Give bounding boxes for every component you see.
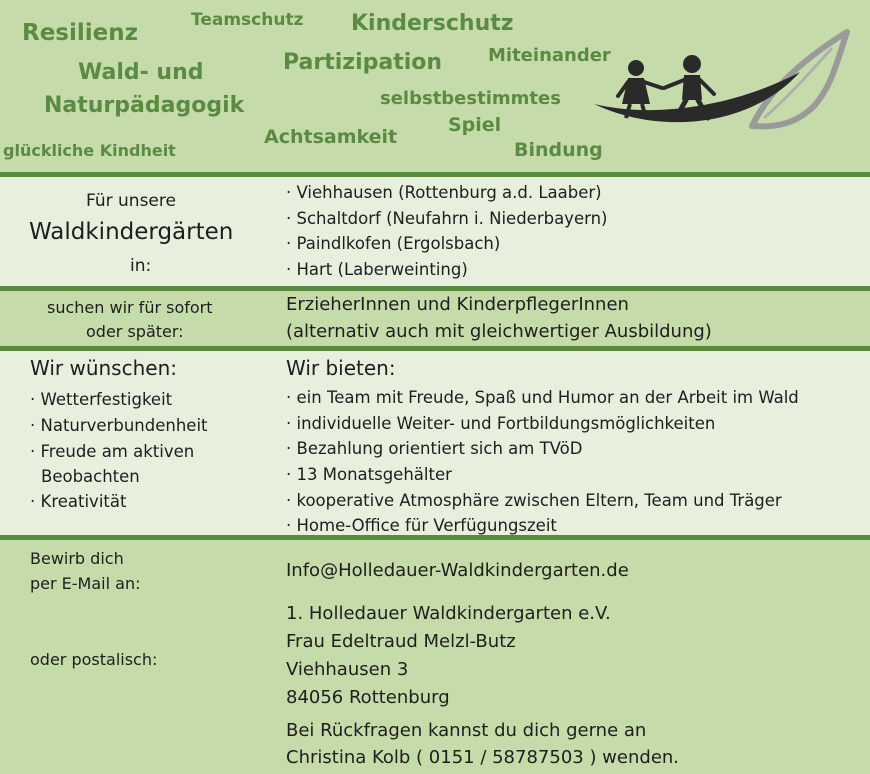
wishes-heading: Wir wünschen: bbox=[30, 356, 177, 380]
wishes-offers-section bbox=[0, 351, 870, 535]
locations-intro-line3: in: bbox=[130, 256, 152, 276]
apply-label-line2: per E-Mail an: bbox=[30, 574, 141, 593]
questions-line2: Christina Kolb ( 0151 / 58787503 ) wenden. bbox=[286, 747, 680, 768]
children-leaf-logo bbox=[592, 26, 862, 146]
wish-item: · Naturverbundenheit bbox=[30, 416, 208, 435]
keyword-glueckliche-kindheit: glückliche Kindheit bbox=[3, 141, 176, 160]
wish-item: · Kreativität bbox=[30, 492, 127, 511]
header-banner bbox=[0, 0, 870, 172]
keyword-miteinander: Miteinander bbox=[488, 45, 611, 66]
location-item: · Paindlkofen (Ergolsbach) bbox=[286, 234, 501, 253]
contact-email-link[interactable]: Info@Holledauer-Waldkindergarten.de bbox=[286, 560, 629, 581]
keyword-bindung: Bindung bbox=[514, 139, 603, 161]
keyword-wald-line1: Wald- und bbox=[78, 60, 204, 85]
address-line: Frau Edeltraud Melzl-Butz bbox=[286, 631, 516, 652]
location-item: · Viehhausen (Rottenburg a.d. Laaber) bbox=[286, 183, 602, 202]
offer-item: · Home-Office für Verfügungszeit bbox=[286, 516, 557, 535]
search-label-line2: oder später: bbox=[86, 322, 184, 341]
offer-item: · 13 Monatsgehälter bbox=[286, 465, 452, 484]
search-label-line1: suchen wir für sofort bbox=[47, 298, 213, 317]
postal-label: oder postalisch: bbox=[30, 650, 158, 669]
offers-heading: Wir bieten: bbox=[286, 356, 396, 380]
locations-section bbox=[0, 177, 870, 286]
wish-item-continuation: Beobachten bbox=[41, 467, 140, 486]
address-line: 1. Holledauer Waldkindergarten e.V. bbox=[286, 603, 611, 624]
address-line: 84056 Rottenburg bbox=[286, 687, 450, 708]
search-section bbox=[0, 291, 870, 346]
keyword-selbstbestimmtes: selbstbestimmtes bbox=[380, 88, 561, 109]
apply-label-line1: Bewirb dich bbox=[30, 549, 124, 568]
address-line: Viehhausen 3 bbox=[286, 659, 409, 680]
search-position: ErzieherInnen und KinderpflegerInnen bbox=[286, 294, 629, 315]
keyword-kinderschutz: Kinderschutz bbox=[351, 11, 514, 36]
location-item: · Hart (Laberweinting) bbox=[286, 260, 468, 279]
locations-intro-line2: Waldkindergärten bbox=[29, 219, 234, 245]
keyword-resilienz: Resilienz bbox=[22, 20, 139, 46]
keyword-wald-line2: Naturpädagogik bbox=[44, 93, 245, 118]
keyword-achtsamkeit: Achtsamkeit bbox=[264, 126, 398, 148]
locations-intro-line1: Für unsere bbox=[86, 191, 176, 211]
offer-item: · individuelle Weiter- und Fortbildungsmöglichkeiten bbox=[286, 414, 716, 433]
search-position-alt: (alternativ auch mit gleichwertiger Ausbildung) bbox=[286, 321, 712, 342]
wish-item: · Wetterfestigkeit bbox=[30, 390, 173, 409]
keyword-spiel: Spiel bbox=[448, 114, 502, 136]
offer-item: · Bezahlung orientiert sich am TVöD bbox=[286, 439, 583, 458]
contact-section bbox=[0, 540, 870, 774]
keyword-teamschutz: Teamschutz bbox=[191, 10, 304, 30]
offer-item: · kooperative Atmosphäre zwischen Eltern, Team und Träger bbox=[286, 491, 782, 510]
location-item: · Schaltdorf (Neufahrn i. Niederbayern) bbox=[286, 209, 608, 228]
offer-item: · ein Team mit Freude, Spaß und Humor an der Arbeit im Wald bbox=[286, 388, 799, 407]
questions-line1: Bei Rückfragen kannst du dich gerne an bbox=[286, 720, 647, 741]
wish-item: · Freude am aktiven bbox=[30, 442, 195, 461]
keyword-partizipation: Partizipation bbox=[283, 50, 443, 75]
